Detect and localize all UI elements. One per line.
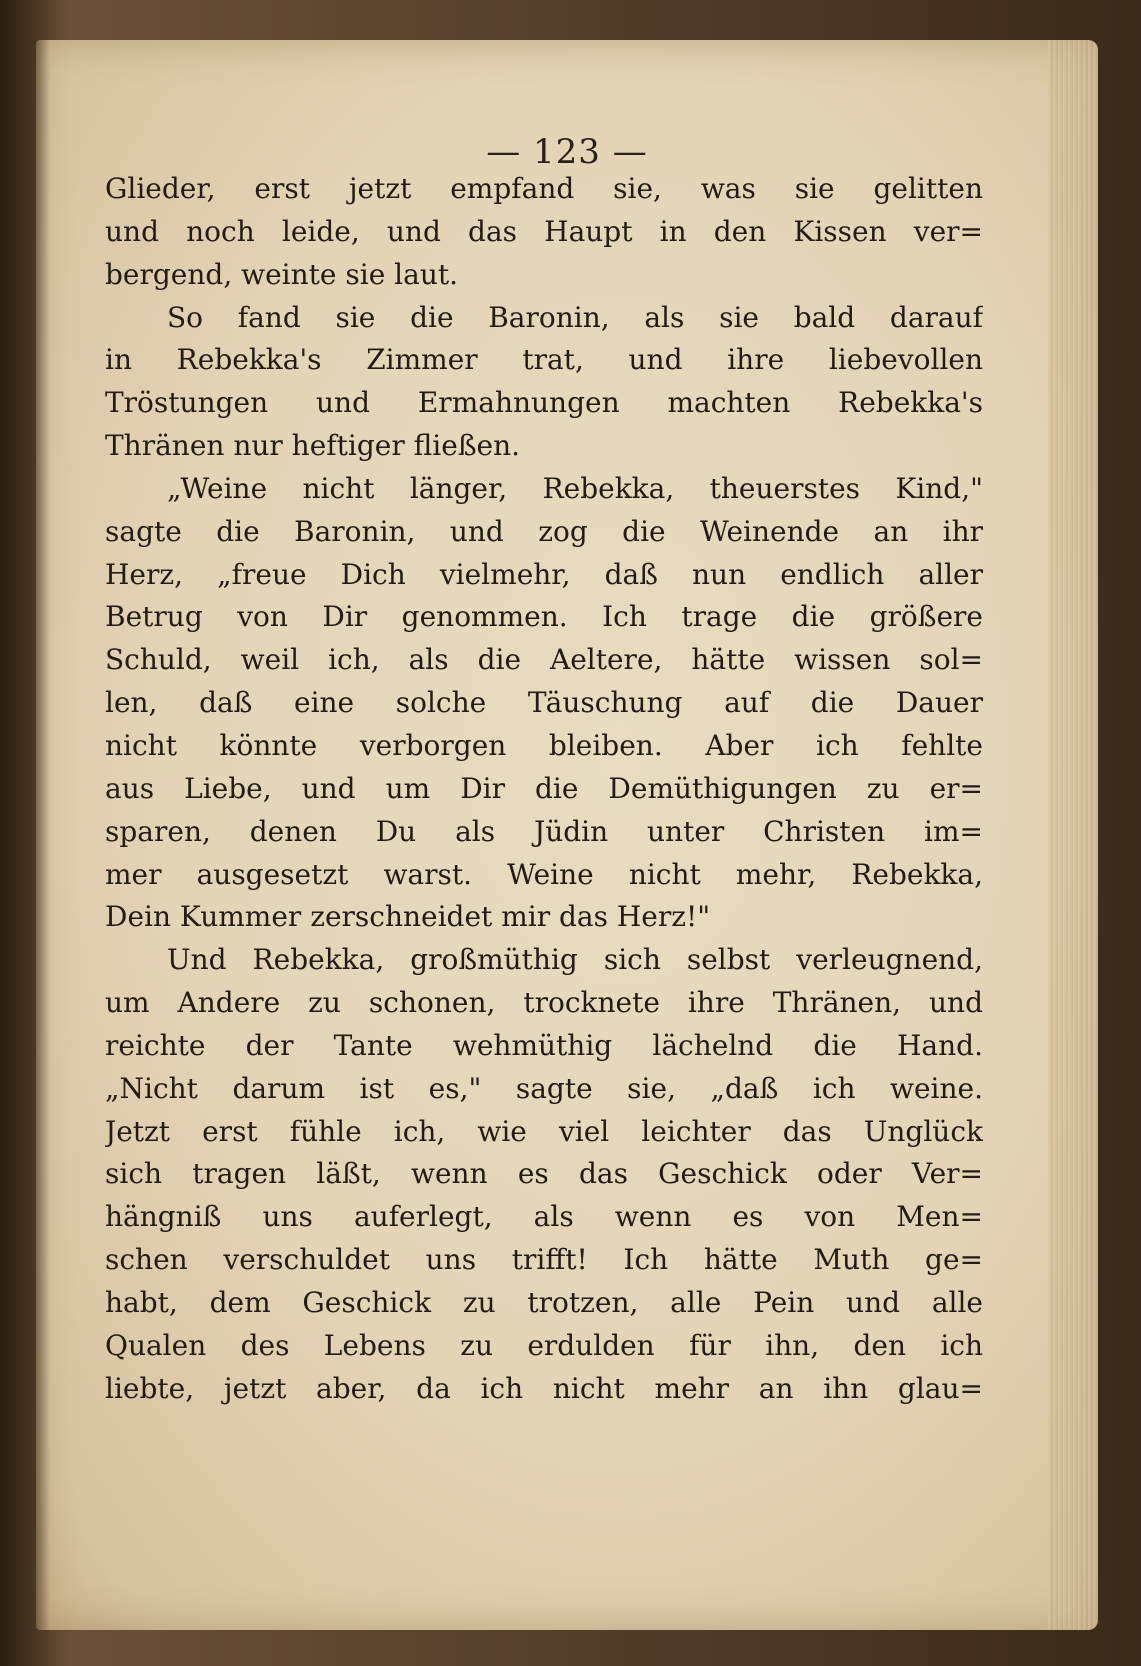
text-line: sparen, denen Du als Jüdin unter Christen im= <box>105 814 983 848</box>
page-number: — 123 — <box>486 132 648 172</box>
text-line: Qualen des Lebens zu erdulden für ihn, den ich <box>105 1328 983 1362</box>
text-line: liebte, jetzt aber, da ich nicht mehr an ihn glau= <box>105 1371 983 1405</box>
text-line: „Weine nicht länger, Rebekka, theuerstes Kind," <box>167 471 983 505</box>
text-line: aus Liebe, und um Dir die Demüthigungen zu er= <box>105 771 983 805</box>
text-line: habt, dem Geschick zu trotzen, alle Pein und alle <box>105 1285 983 1319</box>
text-line: sagte die Baronin, und zog die Weinende an ihr <box>105 514 983 548</box>
text-line: und noch leide, und das Haupt in den Kissen ver= <box>105 214 983 248</box>
text-line: Glieder, erst jetzt empfand sie, was sie gelitten <box>105 172 983 205</box>
text-line: Thränen nur heftiger fließen. <box>105 429 521 463</box>
text-line: in Rebekka's Zimmer trat, und ihre liebevollen <box>105 343 983 377</box>
text-line: Betrug von Dir genommen. Ich trage die größere <box>105 600 983 634</box>
text-line: Tröstungen und Ermahnungen machten Rebekka's <box>105 386 983 420</box>
text-line: Jetzt erst fühle ich, wie viel leichter das Unglück <box>105 1114 983 1148</box>
text-line: sich tragen läßt, wenn es das Geschick oder Ver= <box>105 1157 983 1191</box>
text-line: nicht könnte verborgen bleiben. Aber ich fehlte <box>105 728 983 762</box>
text-line: schen verschuldet uns trifft! Ich hätte Muth ge= <box>105 1243 983 1277</box>
text-line: um Andere zu schonen, trocknete ihre Thränen, und <box>105 986 983 1020</box>
page-text <box>105 168 983 1410</box>
text-line: „Nicht darum ist es," sagte sie, „daß ich weine. <box>105 1071 983 1105</box>
text-line: Herz, „freue Dich vielmehr, daß nun endlich aller <box>105 557 983 591</box>
page-edges <box>1048 40 1098 1630</box>
text-line: reichte der Tante wehmüthig lächelnd die Hand. <box>105 1028 983 1062</box>
text-line: bergend, weinte sie laut. <box>105 257 459 291</box>
text-line: len, daß eine solche Täuschung auf die Dauer <box>105 686 983 720</box>
text-line: Dein Kummer zerschneidet mir das Herz!" <box>105 900 711 934</box>
text-line: mer ausgesetzt warst. Weine nicht mehr, Rebekka, <box>105 857 983 891</box>
spine-shadow <box>36 40 50 1630</box>
text-line: Und Rebekka, großmüthig sich selbst verleugnend, <box>167 943 983 977</box>
text-line: So fand sie die Baronin, als sie bald darauf <box>167 300 983 334</box>
text-line: hängniß uns auferlegt, als wenn es von Men= <box>105 1200 983 1234</box>
text-line: Schuld, weil ich, als die Aeltere, hätte wissen sol= <box>105 643 983 677</box>
